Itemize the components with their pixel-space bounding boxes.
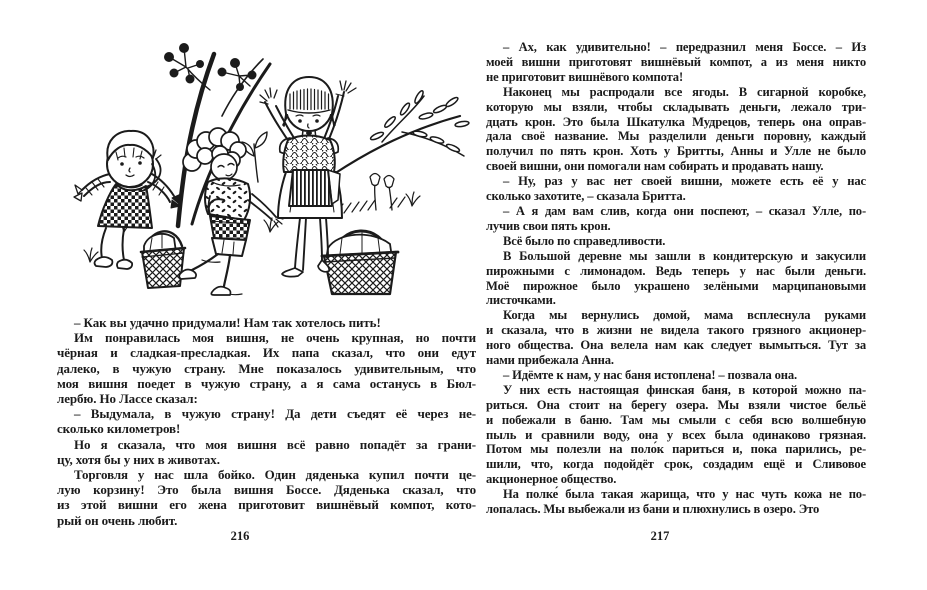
text-line: На полке́ была такая жарища, что у нас чуть кожа не по- [503,487,866,502]
text-line: Наконец мы распродали все ягоды. В сигарной коробке, [503,84,866,99]
bell-flowers [370,174,394,211]
text-line: из этой вишни его жена приготовит вишнёвый компот, кото- [57,497,476,513]
text-line: дцать крон. Это была Шкатулка Мудрецов, теперь она оправ- [486,114,866,129]
text-line: Им понравилась моя вишня, не очень крупная, но почти [74,330,476,346]
illustration-children-picking-berries [72,24,470,310]
text-line: моей вишни приготовят вишнёвый компот, а из меня никто [486,54,866,69]
sprout [242,132,267,182]
text-line: сколько захотите, – сказала Бритта. [486,189,686,204]
text-line: рый он очень любит. [57,512,178,528]
text-line: и побежали в баню. Там мы смыли с себя всю волшебную [486,412,866,427]
text-line: У них есть настоящая финская баня, в которой можно па- [503,382,866,397]
text-line: которую мы взяли, чтобы складывать деньги, лежало три- [486,99,866,114]
text-line: и сказала, что в жизни не видела такого грязного акционер- [486,323,866,338]
text-line: Но я сказала, что моя вишня всё равно попадёт за грани- [74,436,476,452]
text-line: риться. Она стоит на берегу озера. Мы взяли чистое бельё [486,397,866,412]
basket-left [141,231,185,288]
text-line: – Идёмте к нам, у нас баня истоплена! – позвала она. [503,367,798,382]
text-line: – Как вы удачно придумали! Нам так хотелось пить! [74,315,381,330]
page-number-left: 216 [230,529,250,543]
text-line: пыль и сравнили воду, она у всех была одинаково грязная. [486,427,866,442]
text-line: цу, хотя бы у них в животах. [57,451,220,467]
berry-cluster [218,58,257,91]
text-line: шили, что, когда подойдёт срок, создадим ещё и Сливовое [486,457,866,472]
right-page-text [486,40,866,517]
text-line: – Выдумала, в чужую страну! Да дети съедят её через не- [74,406,476,422]
text-line: лопалась. Мы выбежали из бани и плюхнулись в озеро. Это [486,502,820,517]
text-line: лербю. Но Лассе сказал: [57,391,198,407]
text-line: далеко, в чужую страну. Мне показалось удивительным, что [57,360,476,376]
text-line: чёрная и сладкая-пресладкая. Их папа сказал, что они едут [57,345,476,361]
text-line: лую корзину! Это была вишня Боссе. Дяденька сказал, что [57,482,476,498]
text-line: ного общества. Она велела нам как следует вымыться. Тут за [486,338,866,353]
leafy-branch [334,90,469,174]
text-line: – Ах, как удивительно! – передразнил меня Боссе. – Из [503,40,866,54]
basket-right [322,231,398,294]
text-line: В Большой деревне мы зашли в кондитерскую и закусили [503,248,866,263]
text-line: Торговля у нас шла бойко. Один дяденька купил почти це- [74,467,476,483]
text-line: лучив свои пять крон. [486,218,611,233]
text-line: – Ну, раз у вас нет своей вишни, можете есть её у нас [503,174,866,189]
text-line: Всё было по справедливости. [503,233,666,248]
text-line: Потом мы полезли на поло́к париться и, пока парились, ре- [486,442,866,457]
text-line: моя вишня поедет в чужую страну, а я сама останусь в Бюл- [57,375,476,391]
text-line: листочками. [486,293,556,308]
text-line: нами прибежала Анна. [486,353,614,368]
text-line: получил по пять крон. Хоть у Бритты, Анны и Улле не было [486,144,866,159]
text-line: Моё пирожное было украшено зелёными марципановыми [486,278,866,293]
left-page-text [57,315,476,528]
page-number-right: 217 [650,529,670,543]
text-line: пирожными с лимонадом. Ведь теперь у нас были деньги. [486,263,866,278]
text-line: – А я дам вам слив, когда они поспеют, – сказал Улле, по- [503,203,866,218]
text-line: сколько километров! [57,421,181,437]
text-line: не приготовит вишнёвого компота! [486,69,683,84]
text-line: Когда мы вернулись домой, мама всплеснула руками [503,308,866,323]
text-line: дала своё название. Мы разделили деньги поровну, каждый [486,129,866,144]
text-line: своей вишни, они помогали нам собирать и продавать нашу. [486,159,824,174]
text-line: акционерное общество. [486,472,617,487]
